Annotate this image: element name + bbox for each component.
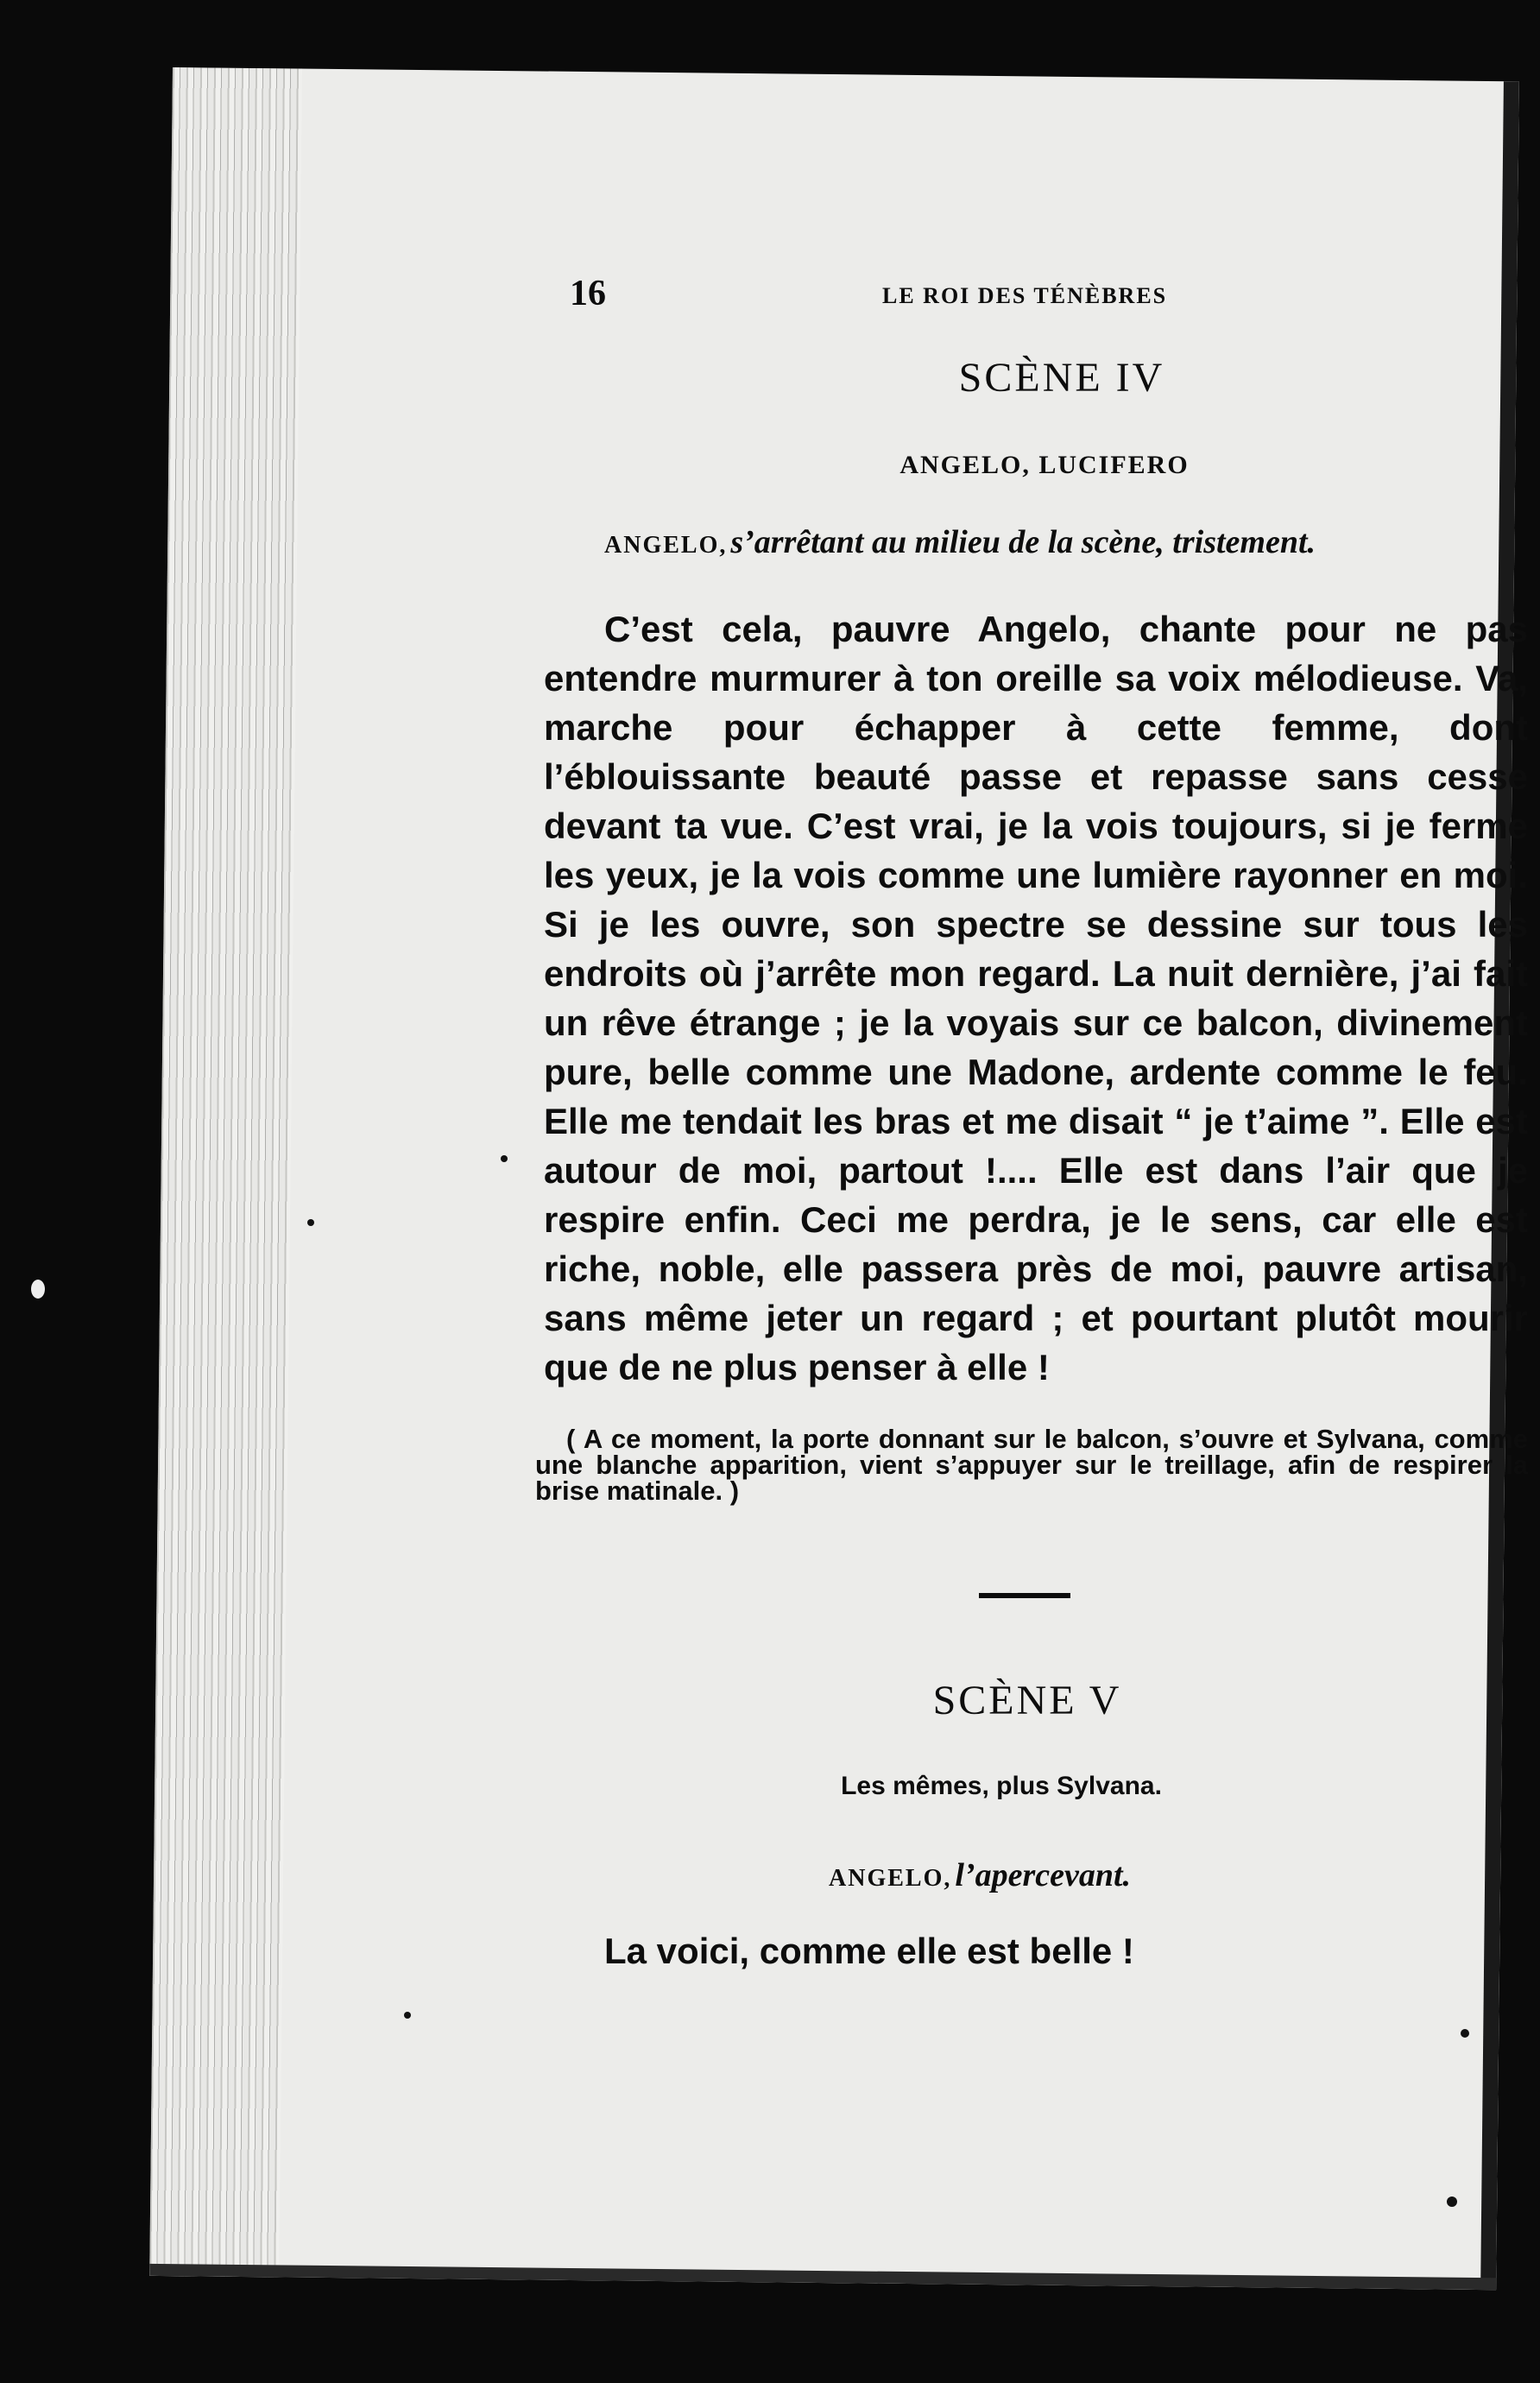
speaker-direction: l’apercevant. [955,1857,1132,1893]
speaker-direction: s’arrêtant au milieu de la scène, tristement. [730,524,1316,560]
scan-speck [1461,2029,1469,2038]
stage-direction [535,1426,1528,1504]
scan-speck [307,1219,314,1226]
angelo-line: La voici, comme elle est belle ! [604,1931,1134,1971]
book-title: LE ROI DES TÉNÈBRES [882,283,1168,308]
speaker-name: ANGELO, [604,532,728,559]
scan-speck [31,1280,45,1299]
scan-speck [501,1155,508,1162]
page-number: 16 [570,274,606,313]
scene-separator [979,1593,1070,1598]
stage-direction-text: ( A ce moment, la porte donnant sur le balcon, s’ouvre et Sylvana, comme une blanche apparition, vient s’appuyer sur le treillage, afin de respirer la brise matinale. ) [535,1424,1528,1506]
angelo-monologue [544,604,1528,1392]
scene-5-speaker-line [829,1856,1312,1894]
page-edge-stack [149,67,302,2277]
speaker-name: ANGELO, [829,1865,952,1892]
running-head [570,273,1347,325]
scene-4-characters: ANGELO, LUCIFERO [899,451,1190,479]
scan-speck [404,2012,411,2019]
scene-4-speaker-line [604,523,1519,561]
scan-speck [1447,2197,1457,2207]
scene-4-heading: SCÈNE IV [958,355,1165,401]
scene-5-characters: Les mêmes, plus Sylvana. [841,1772,1162,1800]
bottom-margin-shadow [149,2264,1496,2290]
monologue-text: C’est cela, pauvre Angelo, chante pour ne pas entendre murmurer à ton oreille sa voix mélodieuse. Va, marche pour échapper à cette femme, dont l’éblouissante beauté passe et repasse sans cesse devant ta vue. C’est vrai, je la vois toujours, si je ferme les yeux, je la vois comme une lumière rayonner en moi. Si je les ouvre, son spectre se dessine sur tous les endroits où j’arrête mon regard. La nuit dernière, j’ai fait un rêve étrange ; je la voyais sur ce balcon, divinement pure, belle comme une Madone, ardente comme le feu. Elle me tendait les bras et me disait “ je t’aime ”. Elle est autour de moi, partout !.... Elle est dans l’air que je respire enfin. Ceci me perdra, je le sens, car elle est riche, noble, elle passera près de moi, pauvre artisan, sans même jeter un regard ; et pourtant plutôt mourir que de ne plus penser à elle ! [544,609,1528,1387]
scene-5-heading: SCÈNE V [932,1678,1122,1723]
